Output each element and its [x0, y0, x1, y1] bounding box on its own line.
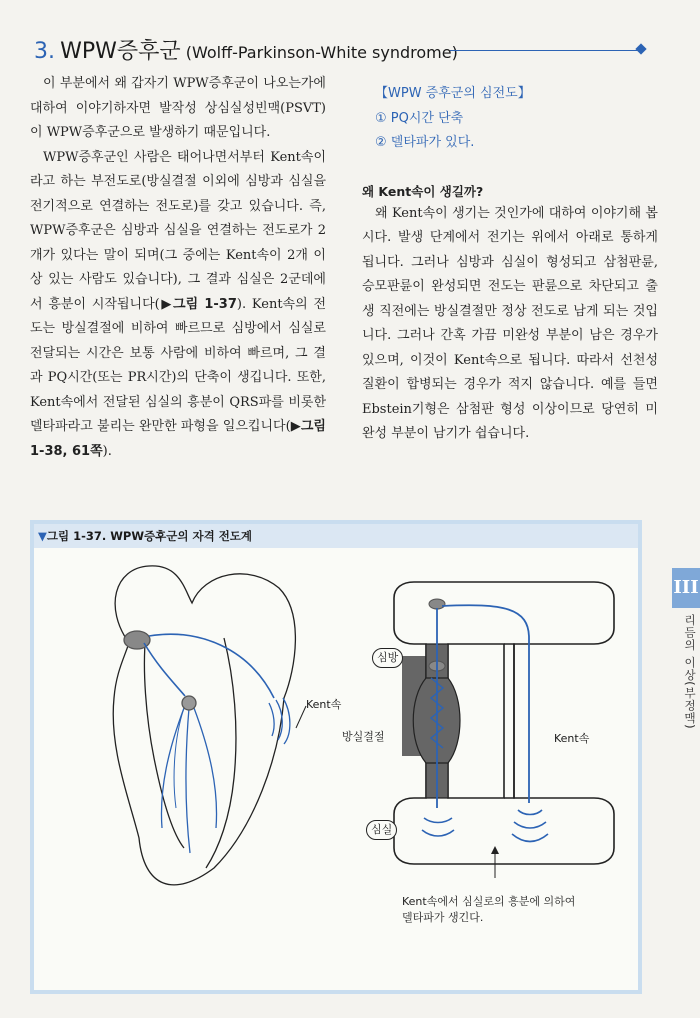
- paragraph-wpw: [30, 146, 326, 465]
- subheading-question: 왜 Kent속이 생길까?: [362, 183, 484, 199]
- heading-rule: [450, 50, 638, 51]
- figure-note-line2: 델타파가 생긴다.: [402, 911, 484, 924]
- figure-note: [402, 894, 575, 926]
- ecg-box-title: 【WPW 증후군의 심전도】: [375, 86, 531, 101]
- label-av-node: 방실결절: [342, 730, 385, 743]
- section-title-english: (Wolff-Parkinson-White syndrome): [185, 43, 458, 62]
- section-title-korean: WPW증후군: [60, 39, 181, 64]
- figure-note-line1: Kent속에서 심실로의 흥분에 의하여: [402, 895, 576, 908]
- right-column: [362, 82, 658, 447]
- section-number: 3.: [34, 39, 55, 64]
- label-atrium: 심방: [372, 648, 403, 668]
- chapter-tab[interactable]: III: [672, 568, 700, 608]
- figure-reference-1-38[interactable]: ▶그림 1-38, 61쪽: [30, 419, 326, 459]
- figure-box: [30, 520, 642, 994]
- ecg-item: ② 델타파가 있다.: [375, 135, 475, 150]
- caption-marker-icon: ▼: [38, 529, 47, 543]
- chapter-tab-label: 리듬의 이상(부정맥): [683, 614, 697, 730]
- paragraph-intro: 이 부분에서 왜 갑자기 WPW증후군이 나오는가에 대하여 이야기하자면 발작성 상심실성빈맥(PSVT)이 WPW증후군으로 발생하기 때문입니다.: [30, 76, 326, 140]
- figure-reference-1-37[interactable]: ▶그림 1-37: [159, 296, 237, 312]
- section-heading: [34, 34, 654, 68]
- left-column: [30, 72, 326, 464]
- paragraph-wpw-text: WPW증후군인 사람은 태어나면서부터 Kent속이라고 하는 부전도로(방실결절 이외에 심방과 심실을 전기적으로 연결하는 전도로)를 갖고 있습니다. 즉, WPW증후군은 심방과 심실을 연결하는 전도로가 2개가 있다는 말이 되며(그 중에는 Kent속이 2개 이상 있는 사람도 있습니다), 그 결과 심실은 2군데에서 흥분이 시작됩니다(: [30, 149, 326, 312]
- figure-caption-text: 그림 1-37. WPW증후군의 자격 전도계: [46, 529, 253, 543]
- label-ventricle: 심실: [366, 820, 397, 840]
- paragraph-wpw-text-2: ). Kent속의 전도는 방실결절에 비하여 빠르므로 심방에서 심실로 전달되는 시간은 보통 사람에 비하여 빠르며, 그 결과 PQ시간(또는 PR시간)의 단축이 생깁니다. 또한, Kent속에서 전달된 심실의 흥분이 QRS파를 비롯한 델타파라고 불리는 완만한 파형을 일으킵니다(: [30, 296, 327, 434]
- label-kent-bundle-left: Kent속: [306, 698, 342, 711]
- paragraph-answer: 왜 Kent속이 생기는 것인가에 대하여 이야기해 봅시다. 발생 단계에서 전기는 위에서 아래로 통하게 됩니다. 그러나 심방과 심실이 형성되고 삼첨판륜, 승모판륜이 완성되면 전도는 판륜으로 차단되고 출생 직전에는 방실결절만 정상 전도로 남게 되는 것입니다. 그러나 간혹 가끔 미완성 부분이 남은 경우가 있으며, 이것이 Kent속으로 됩니다. 따라서 선천성 질환이 합병되는 경우가 적지 않습니다. 예를 들면 Ebstein기형은 삼첨판 형성 이상이므로 당연히 미완성 부분이 남기가 쉽습니다.: [362, 205, 658, 441]
- label-kent-bundle-right: Kent속: [554, 732, 590, 745]
- ecg-item: ① PQ시간 단축: [375, 110, 464, 126]
- paragraph-wpw-text-3: ).: [102, 443, 112, 459]
- heart-illustration: [113, 566, 306, 885]
- figure-caption: [34, 524, 638, 548]
